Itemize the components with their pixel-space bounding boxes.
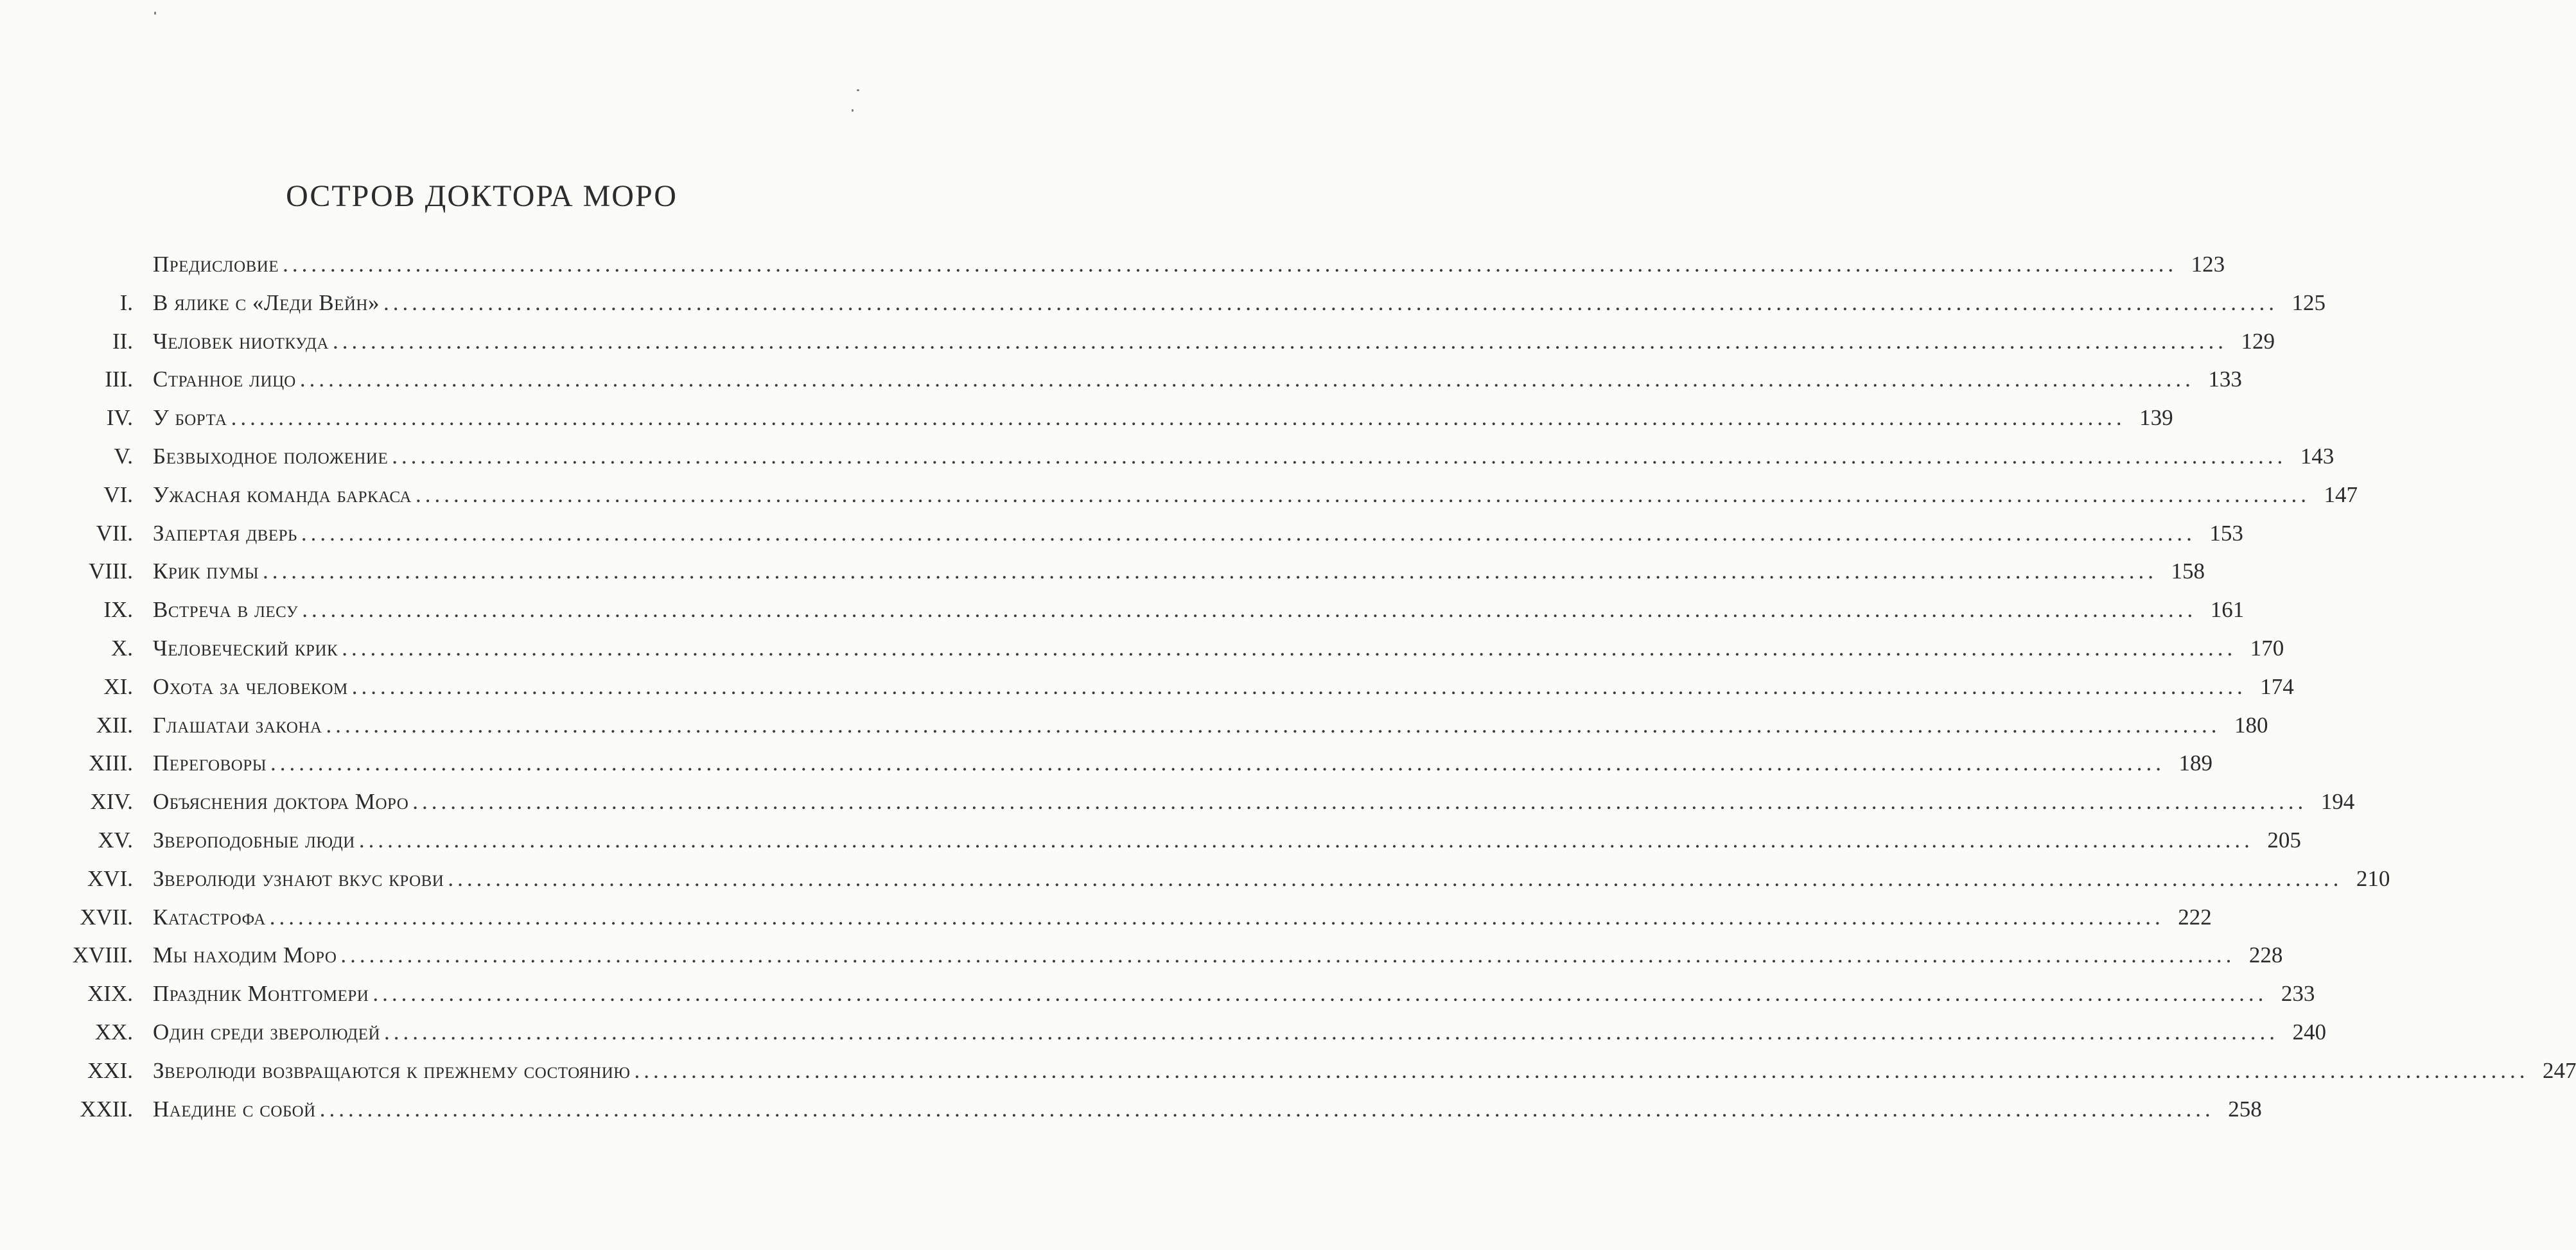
toc-entry-line [153,821,2301,860]
chapter-title: Предисловие [153,252,279,277]
page-number: 143 [2300,443,2335,469]
dot-leader: ........................................................................................................................................................................................................ [326,712,2221,738]
chapter-title: Глашатаи закона [153,712,322,738]
chapter-number: XXII. [80,1096,133,1122]
toc-entry [0,1013,2327,1052]
toc-entry [0,322,2275,361]
page-number: 240 [2292,1019,2327,1045]
page-number: 233 [2281,981,2315,1007]
page-number: 158 [2171,559,2205,584]
toc-entry-line [153,552,2205,591]
toc-entry [0,399,2173,437]
page-number: 123 [2191,252,2225,277]
toc-entry-line [153,245,2225,284]
page-number: 228 [2248,942,2283,968]
page-number: 147 [2324,482,2358,507]
toc-entry [0,514,2243,553]
toc-entry [0,821,2301,860]
chapter-number: XIX. [87,981,133,1007]
toc-entry-line [153,898,2212,937]
toc-entry [0,591,2245,629]
dot-leader: ........................................................................................................................................................................................................ [319,1096,2214,1122]
page-number: 129 [2241,328,2275,354]
toc-entry-line [153,322,2275,361]
chapter-title: Зверолюди узнают вкус крови [153,865,444,891]
chapter-number: V. [114,443,133,469]
toc-entry [0,1052,2576,1090]
toc-entry-line [153,284,2326,322]
toc-entry [0,437,2335,476]
toc-entry-line [153,629,2284,668]
dot-leader: ........................................................................................................................................................................................................ [415,482,2310,507]
toc-entry [0,1090,2262,1129]
dot-leader: ........................................................................................................................................................................................................ [412,789,2308,815]
dot-leader: ........................................................................................................................................................................................................ [448,865,2343,891]
toc-entry [0,284,2326,322]
toc-entry-line [153,975,2315,1013]
toc-entry [0,629,2284,668]
chapter-number: IX. [103,597,133,623]
toc-entry-line [153,476,2358,514]
chapter-title: Безвыходное положение [153,443,389,469]
chapter-number: XX. [94,1019,133,1045]
chapter-title: Зверолюди возвращаются к прежнему состоянию [153,1057,631,1083]
dot-leader: ........................................................................................................................................................................................................ [342,635,2237,661]
toc-entry [0,245,2225,284]
page-number: 189 [2178,751,2213,776]
chapter-number: XIV. [90,789,133,815]
dot-leader: ........................................................................................................................................................................................................ [392,443,2287,469]
scan-speck [857,89,859,91]
scan-speck [154,12,156,15]
chapter-number: VII. [96,520,133,546]
chapter-number: XXI. [87,1057,133,1083]
toc-entry-line [153,860,2390,898]
dot-leader: ........................................................................................................................................................................................................ [383,290,2278,315]
chapter-title: Катастрофа [153,904,266,930]
dot-leader: ........................................................................................................................................................................................................ [283,252,2178,277]
chapter-number: XVII. [80,904,133,930]
chapter-title: Встреча в лесу [153,597,299,623]
toc-entry-line [153,668,2294,706]
dot-leader: ........................................................................................................................................................................................................ [634,1057,2529,1083]
dot-leader: ........................................................................................................................................................................................................ [340,942,2236,968]
chapter-title: Мы находим Моро [153,942,337,968]
page-number: 161 [2210,597,2245,623]
toc-entry-line [153,783,2355,821]
chapter-number: VI. [103,482,133,507]
toc-entry-line [153,360,2242,399]
chapter-number: II. [112,328,133,354]
toc-entry-line [153,437,2335,476]
section-title: ОСТРОВ ДОКТОРА МОРО [286,179,678,213]
toc-entry-line [153,1052,2576,1090]
dot-leader: ........................................................................................................................................................................................................ [263,559,2158,584]
chapter-number: I. [119,290,133,315]
chapter-title: Объяснения доктора Моро [153,789,409,815]
scan-speck [852,109,854,112]
chapter-title: Человек ниоткуда [153,328,329,354]
chapter-title: В ялике с «Леди Вейн» [153,290,380,315]
toc-entry-line [153,1013,2327,1052]
table-of-contents [0,245,2576,1128]
toc-entry [0,898,2212,937]
toc-entry [0,744,2213,783]
dot-leader: ........................................................................................................................................................................................................ [270,751,2166,776]
page-number: 205 [2267,827,2301,853]
chapter-title: Звероподобные люди [153,827,355,853]
chapter-number: XI. [103,673,133,699]
chapter-title: Один среди зверолюдей [153,1019,381,1045]
chapter-number: IV. [106,405,133,431]
dot-leader: ........................................................................................................................................................................................................ [231,405,2126,431]
toc-entry [0,860,2390,898]
page-number: 258 [2228,1096,2262,1122]
chapter-title: Праздник Монтгомери [153,981,369,1007]
page-number: 125 [2291,290,2326,315]
toc-entry [0,783,2355,821]
dot-leader: ........................................................................................................................................................................................................ [372,981,2268,1007]
chapter-title: Странное лицо [153,367,296,392]
toc-entry-line [153,399,2173,437]
dot-leader: ........................................................................................................................................................................................................ [269,904,2164,930]
toc-entry-line [153,591,2245,629]
page-number: 222 [2178,904,2212,930]
toc-entry [0,552,2205,591]
chapter-number: III. [105,367,133,392]
chapter-title: Переговоры [153,751,267,776]
chapter-title: Запертая дверь [153,520,297,546]
chapter-number: XIII. [89,751,133,776]
chapter-title: У борта [153,405,227,431]
chapter-title: Крик пумы [153,559,259,584]
dot-leader: ........................................................................................................................................................................................................ [358,827,2254,853]
toc-entry [0,975,2315,1013]
page-number: 170 [2250,635,2284,661]
toc-entry [0,706,2268,745]
page-number: 180 [2234,712,2268,738]
dot-leader: ........................................................................................................................................................................................................ [351,673,2247,699]
chapter-title: Охота за человеком [153,673,348,699]
chapter-number: XVI. [87,865,133,891]
page-number: 139 [2139,405,2173,431]
chapter-title: Наедине с собой [153,1096,316,1122]
chapter-number: X. [110,635,133,661]
toc-entry-line [153,706,2268,745]
chapter-title: Ужасная команда баркаса [153,482,412,507]
chapter-number: XVIII. [72,942,133,968]
toc-entry [0,360,2242,399]
chapter-number: VIII. [89,559,133,584]
page-number: 153 [2209,520,2243,546]
page-number: 210 [2356,865,2390,891]
toc-entry-line [153,936,2283,975]
dot-leader: ........................................................................................................................................................................................................ [384,1019,2279,1045]
dot-leader: ........................................................................................................................................................................................................ [302,597,2197,623]
dot-leader: ........................................................................................................................................................................................................ [299,367,2195,392]
toc-entry-line [153,514,2243,553]
toc-entry-line [153,1090,2262,1129]
page-number: 133 [2208,367,2242,392]
page-number: 194 [2320,789,2355,815]
dot-leader: ........................................................................................................................................................................................................ [301,520,2196,546]
dot-leader: ........................................................................................................................................................................................................ [332,328,2227,354]
toc-entry-line [153,744,2213,783]
page-number: 247 [2542,1057,2576,1083]
chapter-number: XII. [96,712,133,738]
page-number: 174 [2260,673,2294,699]
toc-entry [0,668,2294,706]
chapter-number: XV. [98,827,133,853]
toc-entry [0,936,2283,975]
toc-entry [0,476,2358,514]
chapter-title: Человеческий крик [153,635,338,661]
